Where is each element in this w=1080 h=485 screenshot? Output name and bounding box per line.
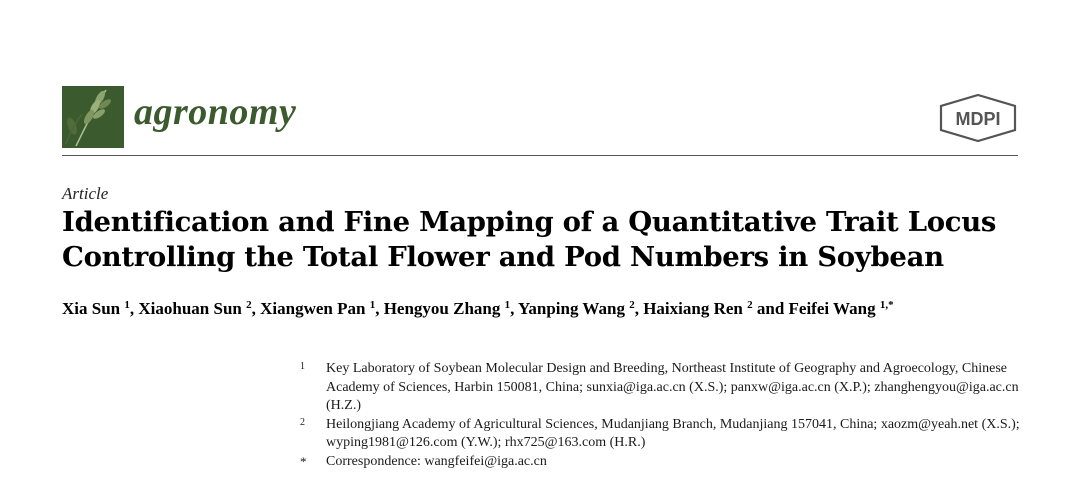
author-name: Yanping Wang xyxy=(518,299,625,318)
author-separator: , xyxy=(375,299,384,318)
author-affiliation-mark: 1 xyxy=(369,299,376,311)
publisher-name: MDPI xyxy=(955,109,1001,129)
author-name: Xiaohuan Sun xyxy=(138,299,242,318)
wheat-icon xyxy=(62,86,124,148)
journal-header xyxy=(62,86,1018,148)
author-separator: , xyxy=(510,299,518,318)
affiliation-item xyxy=(300,453,1030,472)
article-type: Article xyxy=(62,184,109,203)
header-divider xyxy=(62,155,1018,156)
author-separator: , xyxy=(634,299,644,318)
author-name: Feifei Wang xyxy=(788,299,876,318)
affiliation-mark: * xyxy=(300,453,307,469)
journal-name: agronomy xyxy=(134,91,297,133)
affiliation-mark: 1 xyxy=(300,361,305,372)
author-separator: , xyxy=(129,299,139,318)
affiliation-text: Heilongjiang Academy of Agricultural Sciences, Mudanjiang Branch, Mudanjiang 157041, China; xaozm@yeah.net (X.S.); wyping1981@126.com (Y.W.); rhx725@163.com (H.R.) xyxy=(326,416,1020,451)
affiliation-text: Key Laboratory of Soybean Molecular Design and Breeding, Northeast Institute of Geography and Agroecology, Chinese Academy of Sciences, Harbin 150081, China; sunxia@iga.ac.cn (X.S.); panxw@iga.ac.cn (X.P.); zhanghengyou@iga.ac.cn (H.Z.) xyxy=(326,361,1019,414)
author-affiliation-mark: 2 xyxy=(747,299,753,311)
author-affiliation-mark: 1 xyxy=(124,299,130,311)
author-name: Xia Sun xyxy=(62,299,121,318)
affiliation-item xyxy=(300,416,1030,453)
affiliation-list xyxy=(300,360,1030,472)
author-separator: , xyxy=(251,299,261,318)
author-name: Hengyou Zhang xyxy=(383,299,501,318)
author-name: Haixiang Ren xyxy=(643,299,743,318)
affiliation-text: Correspondence: wangfeifei@iga.ac.cn xyxy=(326,453,547,469)
author-affiliation-mark: 2 xyxy=(629,299,635,311)
affiliation-mark: 2 xyxy=(300,416,305,428)
journal-logo xyxy=(62,86,124,148)
publisher-logo xyxy=(938,94,1018,142)
article-title: Identification and Fine Mapping of a Quantitative Trait Locus Controlling the Total Flower and Pod Numbers in Soybean xyxy=(62,206,997,273)
author-affiliation-mark: 2 xyxy=(246,299,252,311)
author-separator: and xyxy=(752,299,789,318)
affiliation-item xyxy=(300,360,1030,416)
author-list xyxy=(62,299,1052,319)
author-name: Xiangwen Pan xyxy=(260,299,366,318)
author-affiliation-mark: 1,* xyxy=(879,299,894,311)
author-affiliation-mark: 1 xyxy=(504,299,511,311)
